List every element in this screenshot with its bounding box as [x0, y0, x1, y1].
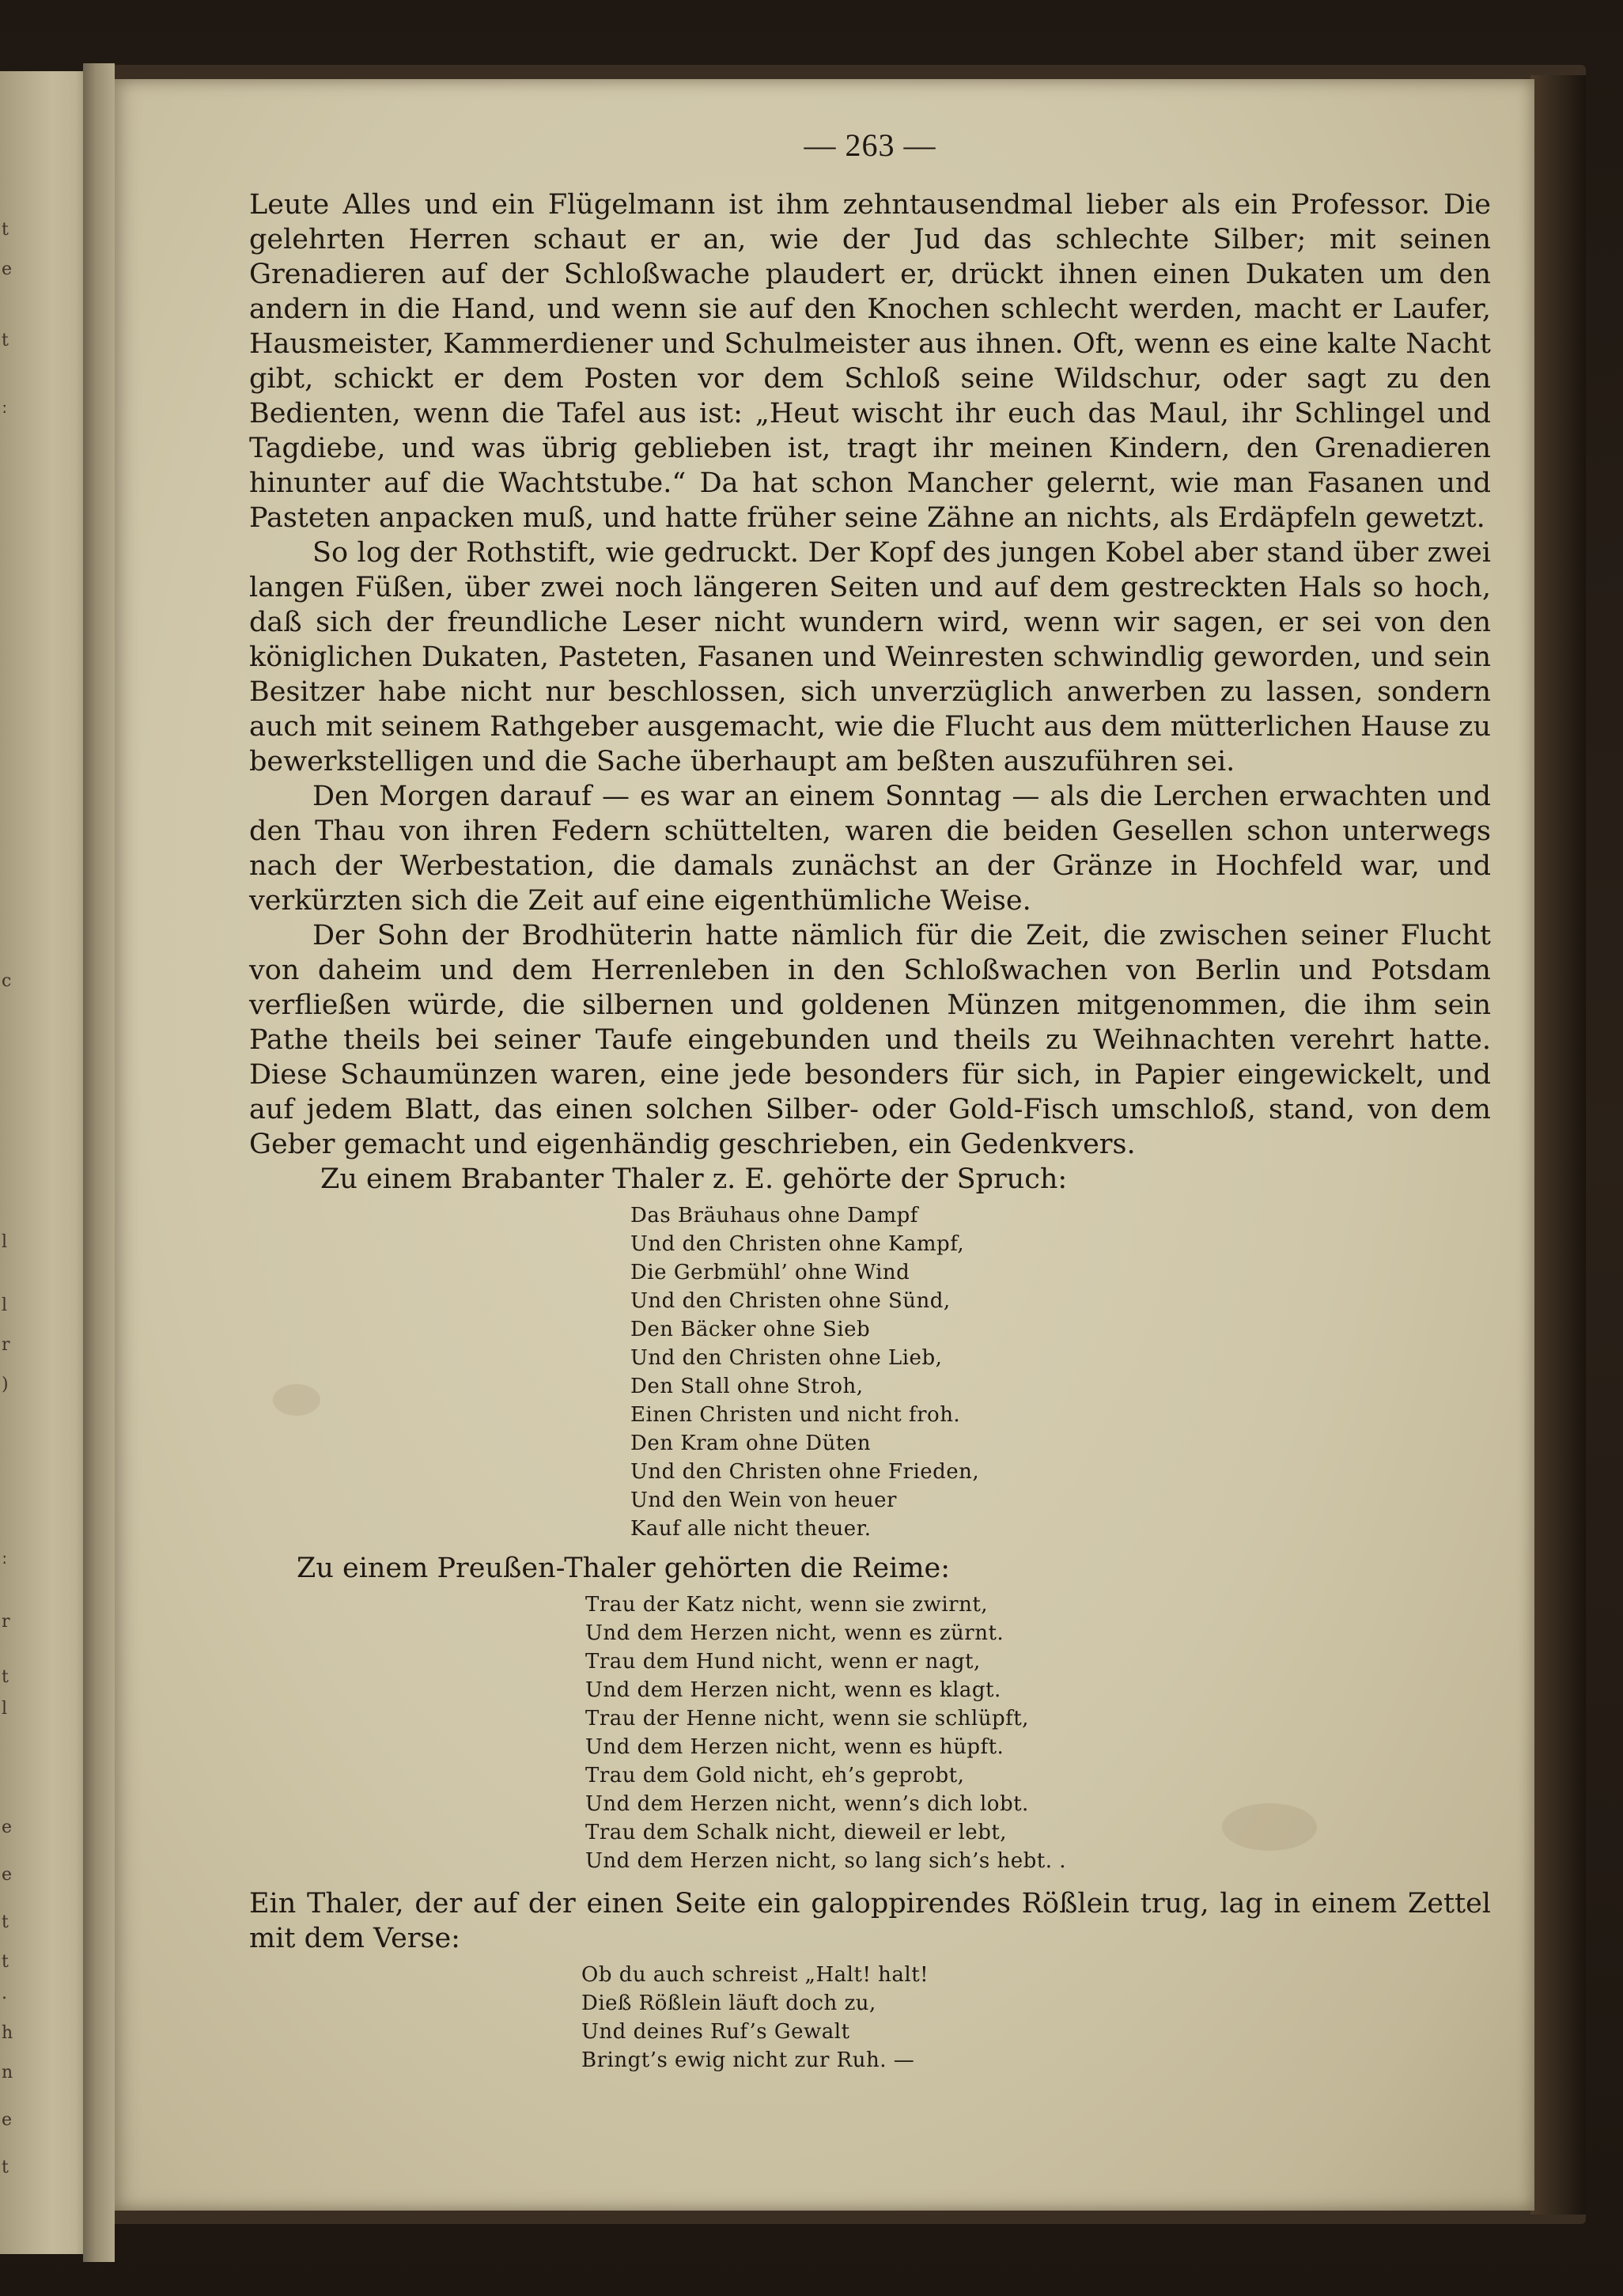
facing-page-glyph: e	[2, 2110, 13, 2130]
facing-page-glyph: )	[2, 1375, 9, 1394]
facing-page-glyph: t	[2, 1667, 9, 1687]
facing-page-glyph: e	[2, 259, 13, 279]
verse-preussen	[249, 1591, 1491, 1875]
facing-page-glyph: r	[2, 1612, 10, 1632]
facing-page-text-fragments	[2, 71, 17, 2254]
verse-line: Bringt’s ewig nicht zur Ruh. —	[581, 2048, 915, 2072]
book-gutter	[83, 63, 115, 2262]
facing-page-glyph: t	[2, 2158, 9, 2177]
verse-line: Ob du auch schreist „Halt! halt!	[581, 1963, 929, 1987]
facing-page-glyph: h	[2, 2023, 13, 2043]
facing-page-glyph: t	[2, 220, 9, 240]
page-number: — 263 —	[804, 127, 936, 163]
verse-line: Und den Christen ohne Frieden,	[630, 1460, 980, 1484]
facing-page-glyph: ː	[2, 1549, 8, 1568]
verse-line: Und deines Ruf’s Gewalt	[581, 2020, 850, 2044]
facing-page-glyph: e	[2, 1818, 13, 1837]
verse-line: Kauf alle nicht theuer.	[630, 1517, 872, 1541]
verse-line: Trau dem Schalk nicht, dieweil er lebt,	[585, 1821, 1008, 1844]
verse-line: Den Bäcker ohne Sieb	[630, 1318, 871, 1341]
facing-page-glyph: l	[2, 1699, 8, 1719]
paragraph-roesslein: Ein Thaler, der auf der einen Seite ein galoppirendes Rößlein trug, lag in einem Zettel mit dem Verse:	[249, 1888, 1491, 1954]
facing-page-glyph: t	[2, 331, 9, 350]
verse-line: Trau der Katz nicht, wenn sie zwirnt,	[585, 1593, 989, 1617]
verse-intro-brabanter: Zu einem Brabanter Thaler z. E. gehörte der Spruch:	[320, 1163, 1068, 1195]
verse-line: Den Kram ohne Düten	[630, 1432, 871, 1455]
facing-page-glyph: ː	[2, 398, 8, 418]
verse-line: Trau dem Gold nicht, eh’s geprobt,	[585, 1764, 965, 1787]
verse-roesslein	[249, 1961, 1491, 2075]
page-text	[249, 127, 1491, 2082]
paragraph-3: Den Morgen darauf — es war an einem Sonntag — als die Lerchen erwachten und den Thau von ihren Federn schüttelten, waren die beiden Gesellen schon unterwegs nach der Werbestation, die damals zunächst an der Gränze in Hochfeld war, und verkürzten sich die Zeit auf eine eigenthümliche Weise.	[249, 781, 1491, 917]
verse-intro-preussen: Zu einem Preußen-Thaler gehörten die Reime:	[297, 1553, 951, 1584]
verse-line: Trau der Henne nicht, wenn sie schlüpft,	[585, 1707, 1029, 1731]
facing-page-glyph: t	[2, 1912, 9, 1932]
facing-page-glyph: l	[2, 1232, 8, 1252]
paragraph-2: So log der Rothstift, wie gedruckt. Der Kopf des jungen Kobel aber stand über zwei langen Füßen, über zwei noch längeren Seiten und auf dem gestreckten Hals so hoch, daß sich der freundliche Leser nicht wundern wird, wenn wir sagen, er sei von den königlichen Dukaten, Pasteten, Fasanen und Weinresten schwindlig geworden, und sein Besitzer habe nicht nur beschlossen, sich unverzüglich anwerben zu lassen, sondern auch mit seinem Rathgeber ausgemacht, wie die Flucht aus dem mütterlichen Hause zu bewerkstelligen und die Sache überhaupt am beßten auszuführen sei.	[249, 537, 1491, 777]
book-spine-edge	[1530, 75, 1586, 2215]
verse-line: Und den Wein von heuer	[630, 1488, 897, 1512]
verse-line: Und dem Herzen nicht, wenn’s dich lobt.	[585, 1792, 1029, 1816]
verse-line: Und den Christen ohne Kampf,	[630, 1232, 965, 1256]
book-page	[115, 79, 1534, 2211]
facing-page-glyph: c	[2, 971, 12, 991]
facing-page-glyph: e	[2, 1865, 13, 1885]
paragraph-1: Leute Alles und ein Flügelmann ist ihm zehntausendmal lieber als ein Professor. Die gelehrten Herren schaut er an, wie der Jud das schlechte Silber; mit seinen Grenadieren auf der Schloßwache plaudert er, drückt ihnen einen Dukaten um den andern in die Hand, und wenn sie auf den Knochen schlecht werden, macht er Laufer, Hausmeister, Kammerdiener und Schulmeister aus ihnen. Oft, wenn es eine kalte Nacht gibt, schickt er dem Posten vor dem Schloß seine Wildschur, oder sagt zu den Bedienten, wenn die Tafel aus ist: „Heut wischt ihr euch das Maul, ihr Schlingel und Tagdiebe, und was übrig geblieben ist, tragt ihr meinen Kindern, den Grenadieren hinunter auf die Wachtstube.“ Da hat schon Mancher gelernt, wie man Fasanen und Pasteten anpacken muß, und hatte früher seine Zähne an nichts, als Erdäpfeln gewetzt.	[249, 189, 1491, 534]
facing-page-glyph: r	[2, 1335, 10, 1355]
verse-line: Und den Christen ohne Lieb,	[630, 1346, 943, 1370]
verse-line: Einen Christen und nicht froh.	[630, 1403, 961, 1427]
verse-line: Und dem Herzen nicht, wenn es zürnt.	[585, 1621, 1004, 1645]
verse-line: Und dem Herzen nicht, so lang sich’s hebt. .	[585, 1849, 1067, 1873]
verse-line: Und den Christen ohne Sünd,	[630, 1289, 951, 1313]
facing-page-glyph: n	[2, 2063, 13, 2082]
verse-line: Trau dem Hund nicht, wenn er nagt,	[585, 1650, 981, 1674]
verse-line: Und dem Herzen nicht, wenn es klagt.	[585, 1678, 1001, 1702]
paragraph-4: Der Sohn der Brodhüterin hatte nämlich für die Zeit, die zwischen seiner Flucht von daheim und dem Herrenleben in den Schloßwachen von Berlin und Potsdam verfließen würde, die silbernen und goldenen Münzen mitgenommen, die ihm sein Pathe theils bei seiner Taufe eingebunden und theils zu Weihnachten verehrt hatte. Diese Schaumünzen waren, eine jede besonders für sich, in Papier eingewickelt, und auf jedem Blatt, das einen solchen Silber- oder Gold-Fisch umschloß, stand, von dem Geber gemacht und eigenhändig geschrieben, ein Gedenkvers.	[249, 920, 1491, 1160]
facing-page-glyph: t	[2, 1952, 9, 1972]
verse-line: Die Gerbmühl’ ohne Wind	[630, 1261, 910, 1284]
verse-line: Den Stall ohne Stroh,	[630, 1375, 864, 1398]
facing-page-edge	[0, 71, 95, 2254]
verse-brabanter	[249, 1201, 1491, 1543]
verse-line: Das Bräuhaus ohne Dampf	[630, 1204, 918, 1227]
facing-page-glyph: .	[2, 1984, 7, 2003]
verse-line: Dieß Rößlein läuft doch zu,	[581, 1992, 876, 2015]
verse-line: Und dem Herzen nicht, wenn es hüpft.	[585, 1735, 1004, 1759]
facing-page-glyph: l	[2, 1296, 8, 1315]
